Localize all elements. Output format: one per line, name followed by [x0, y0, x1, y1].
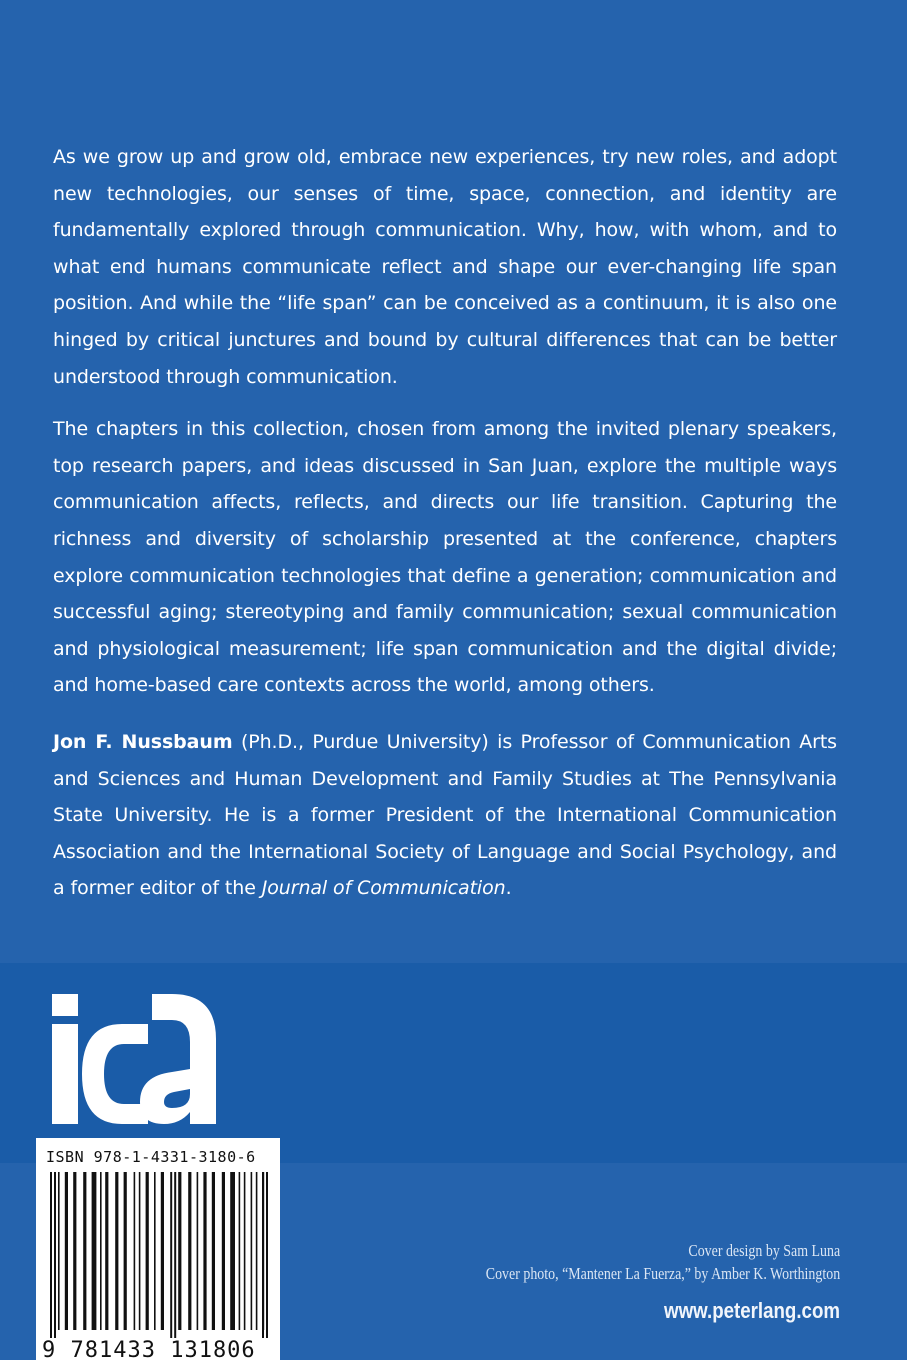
- isbn-label: ISBN 978-1-4331-3180-6: [46, 1148, 256, 1166]
- bio-end: .: [505, 877, 512, 900]
- author-bio: [53, 724, 837, 907]
- bio-text: (Ph.D., Purdue University) is Professor of Communication Arts and Sciences and Human Development and Family Studies at The Pennsylvania State University. He is a former President of the International Communication Association and the International Society of Language and Social Psychology, and a former editor of the: [53, 730, 837, 900]
- journal-title: Journal of Communication: [261, 877, 506, 900]
- author-name: Jon F. Nussbaum: [53, 730, 233, 753]
- ica-logo-icon: [52, 994, 216, 1124]
- cover-design-credit: Cover design by Sam Luna: [688, 1241, 840, 1260]
- back-cover-copy: [53, 139, 837, 923]
- barcode-panel: [36, 1138, 280, 1360]
- cover-photo-credit: Cover photo, “Mantener La Fuerza,” by Amber K. Worthington: [485, 1264, 840, 1283]
- publisher-website: www.peterlang.com: [664, 1298, 840, 1323]
- barcode-number: 9 781433 131806: [42, 1338, 256, 1360]
- cover-credits: [486, 1239, 840, 1285]
- barcode-icon: [44, 1172, 272, 1338]
- description-paragraph-1: As we grow up and grow old, embrace new experiences, try new roles, and adopt new technologies, our senses of time, space, connection, and identity are fundamentally explored through communication. Why, how, with whom, and to what end humans communicate reflect and shape our ever-changing life span position. And while the “life span” can be conceived as a continuum, it is also one hinged by critical junctures and bound by cultural differences that can be better understood through communication.: [53, 146, 837, 388]
- description-paragraph-2: The chapters in this collection, chosen from among the invited plenary speakers, top research papers, and ideas discussed in San Juan, explore the multiple ways communication affects, reflects, and directs our life transition. Capturing the richness and diversity of scholarship presented at the conference, chapters explore communication technologies that define a generation; communication and successful aging; stereotyping and family communication; sexual communication and physiological measurement; life span communication and the digital divide; and home-based care contexts across the world, among others.: [53, 418, 837, 697]
